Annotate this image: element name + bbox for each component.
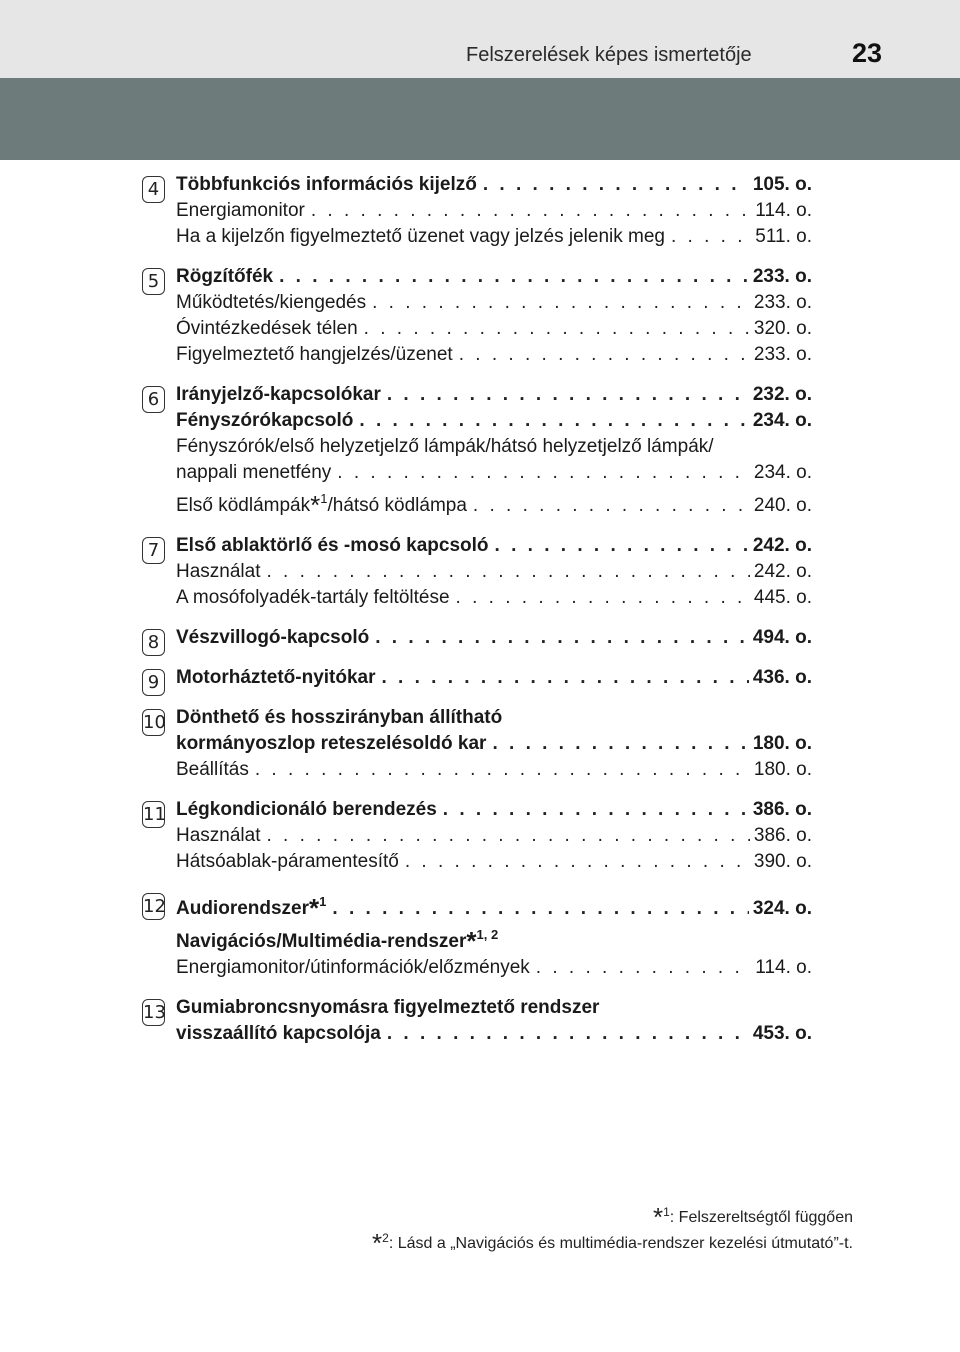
toc-entry-row	[176, 1021, 812, 1047]
toc-entry-row	[176, 823, 812, 849]
toc-entry-row	[176, 264, 812, 290]
toc-entry-main[interactable]	[176, 533, 812, 559]
toc-entry-label: Fényszórókapcsoló	[176, 410, 354, 431]
page-reference: 114. o.	[755, 957, 812, 978]
toc-entry-label: Hátsóablak-páramentesítő	[176, 851, 399, 872]
toc-entry-row	[176, 797, 812, 823]
footnote-star: *	[652, 1202, 664, 1232]
leader-dots	[267, 823, 750, 849]
page-reference: 386. o.	[753, 825, 812, 846]
page-reference: 240. o.	[753, 495, 812, 516]
toc-entry-row	[176, 408, 812, 434]
toc-group	[0, 625, 960, 651]
toc-entry-line: Gumiabroncsnyomásra figyelmeztető rendszer	[176, 997, 600, 1018]
leader-dots	[279, 264, 749, 290]
footnote-marker: 1	[320, 491, 328, 506]
leader-dots	[443, 797, 749, 823]
leader-dots	[255, 757, 750, 783]
toc-entry-sub[interactable]	[176, 486, 812, 519]
toc-entry-sub[interactable]	[176, 434, 812, 486]
page-reference: 511. o.	[755, 226, 812, 247]
toc-entry-label: Többfunkciós információs kijelző	[176, 174, 477, 195]
footnote-marker: 1, 2	[476, 927, 499, 942]
toc-entry-label: Irányjelző-kapcsolókar	[176, 384, 381, 405]
toc-entry-label: Figyelmeztető hangjelzés/üzenet	[176, 344, 453, 365]
toc-entry-sub[interactable]	[176, 316, 812, 342]
toc-group	[0, 889, 960, 981]
toc-entry-row	[176, 382, 812, 408]
page-reference: 105. o.	[752, 174, 812, 195]
toc-group	[0, 705, 960, 783]
leader-dots	[382, 665, 749, 691]
leader-dots	[536, 955, 752, 981]
toc-entry-label: Vészvillogó-kapcsoló	[176, 627, 370, 648]
footnote-star: *	[372, 1228, 383, 1258]
toc-entry-row	[176, 625, 812, 651]
item-number-badge: 4	[142, 176, 165, 203]
toc-entry-sub[interactable]	[176, 342, 812, 368]
toc-entry-main[interactable]	[176, 797, 812, 823]
footnote-line: *$^1$: Felszereltségtől függően	[652, 1202, 853, 1232]
page-reference: 324. o.	[752, 898, 812, 919]
page-number: 23	[852, 38, 883, 68]
toc-entry-main[interactable]	[176, 625, 812, 651]
toc-entry-label: Légkondicionáló berendezés	[176, 799, 437, 820]
toc-group	[0, 382, 960, 519]
toc-entry-row	[176, 533, 812, 559]
leader-dots	[311, 198, 751, 224]
toc-entry-row	[176, 316, 812, 342]
item-number-badge: 7	[142, 537, 165, 564]
toc-entry-row	[176, 486, 812, 519]
toc-entry-sub[interactable]	[176, 849, 812, 875]
toc-entry-row	[176, 922, 812, 955]
item-number-badge: 10	[142, 709, 165, 736]
toc-entry-label: nappali menetfény	[176, 462, 332, 483]
item-number-badge: 6	[142, 386, 165, 413]
toc-entry-row	[176, 198, 812, 224]
toc-entry-main[interactable]	[176, 382, 812, 408]
page-reference: 180. o.	[752, 733, 812, 754]
toc-entry-main[interactable]	[176, 172, 812, 198]
leader-dots	[671, 224, 751, 250]
leader-dots	[364, 316, 750, 342]
toc-entry-row	[176, 849, 812, 875]
toc-entry-sub[interactable]	[176, 224, 812, 250]
toc-entry-row	[176, 585, 812, 611]
page-reference: 232. o.	[752, 384, 812, 405]
toc-group	[0, 797, 960, 875]
page-reference: 114. o.	[755, 200, 812, 221]
page-reference: 320. o.	[753, 318, 812, 339]
leader-dots	[495, 533, 749, 559]
page-reference: 233. o.	[752, 266, 812, 287]
toc-entry-row	[176, 290, 812, 316]
footnote-marker: 2	[382, 1231, 389, 1245]
toc-entry-main[interactable]	[176, 665, 812, 691]
header-dark-band	[0, 78, 960, 160]
toc-list	[0, 172, 960, 1061]
toc-entry-label: Óvintézkedések télen	[176, 318, 358, 339]
footnote-marker: 1	[663, 1205, 670, 1219]
toc-entry-row	[176, 955, 812, 981]
leader-dots	[492, 731, 748, 757]
toc-entry-label: A mosófolyadék-tartály feltöltése	[176, 587, 450, 608]
toc-entry-label: visszaállító kapcsolója	[176, 1023, 381, 1044]
leader-dots	[459, 342, 750, 368]
toc-entry-line: Dönthető és hosszirányban állítható	[176, 707, 503, 728]
footnotes	[372, 1202, 853, 1258]
leader-dots	[332, 896, 748, 922]
toc-entry-row	[176, 224, 812, 250]
page-reference: 180. o.	[753, 759, 812, 780]
toc-entry-label: Beállítás	[176, 759, 249, 780]
toc-entry-sub[interactable]	[176, 955, 812, 981]
footnote-star: *	[309, 893, 320, 923]
page-reference: 234. o.	[752, 410, 812, 431]
toc-entry-label: Energiamonitor	[176, 200, 305, 221]
footnote-line: *$^2$: Lásd a „Navigációs és multimédia-rendszer kezelési útmutató”-t.	[372, 1228, 853, 1258]
item-number-badge: 8	[142, 629, 165, 656]
toc-entry-row	[176, 889, 812, 922]
item-number-badge: 5	[142, 268, 165, 295]
toc-entry-label: Navigációs/Multimédia-rendszer*$^{1, 2}$	[176, 926, 499, 956]
toc-entry-sub[interactable]	[176, 585, 812, 611]
leader-dots	[456, 585, 750, 611]
leader-dots	[387, 382, 749, 408]
toc-entry-label: Használat	[176, 561, 261, 582]
page-reference: 386. o.	[752, 799, 812, 820]
page-reference: 234. o.	[753, 462, 812, 483]
toc-entry-row	[176, 757, 812, 783]
toc-entry-main[interactable]	[176, 705, 812, 757]
toc-entry-label: Első ablaktörlő és -mosó kapcsoló	[176, 535, 489, 556]
toc-entry-label: Motorháztető-nyitókar	[176, 667, 376, 688]
toc-entry-row	[176, 342, 812, 368]
page-reference: 390. o.	[753, 851, 812, 872]
page-reference: 436. o.	[752, 667, 812, 688]
toc-entry-label: Energiamonitor/útinformációk/előzmények	[176, 957, 530, 978]
leader-dots	[375, 625, 749, 651]
footnote-marker: 1	[319, 894, 327, 909]
toc-entry-row	[176, 731, 812, 757]
page-reference: 242. o.	[752, 535, 812, 556]
leader-dots	[267, 559, 750, 585]
toc-entry-row	[176, 172, 812, 198]
leader-dots	[337, 460, 750, 486]
toc-entry-row	[176, 460, 812, 486]
toc-group	[0, 665, 960, 691]
toc-entry-label: Használat	[176, 825, 261, 846]
toc-entry-main[interactable]	[176, 995, 812, 1047]
leader-dots	[387, 1021, 749, 1047]
toc-entry-main[interactable]	[176, 264, 812, 290]
page-reference: 233. o.	[753, 292, 812, 313]
toc-entry-label: Audiorendszer*$^1$	[176, 893, 327, 923]
toc-group	[0, 172, 960, 250]
toc-entry-sub[interactable]	[176, 290, 812, 316]
leader-dots	[473, 493, 750, 519]
toc-entry-main[interactable]	[176, 408, 812, 434]
toc-group	[0, 995, 960, 1047]
leader-dots	[372, 290, 750, 316]
toc-entry-main[interactable]	[176, 889, 812, 922]
item-number-badge: 12	[142, 893, 165, 920]
footnote-star: *	[310, 490, 321, 520]
toc-entry-sub[interactable]	[176, 757, 812, 783]
toc-entry-sub[interactable]	[176, 198, 812, 224]
footnote-star: *	[466, 926, 477, 956]
toc-entry-sub[interactable]	[176, 559, 812, 585]
page-reference: 445. o.	[753, 587, 812, 608]
toc-entry-line: Fényszórók/első helyzetjelző lámpák/hátsó helyzetjelző lámpák/	[176, 436, 714, 457]
toc-entry-label: Ha a kijelzőn figyelmeztető üzenet vagy jelzés jelenik meg	[176, 226, 665, 247]
section-title: Felszerelések képes ismertetője	[466, 44, 752, 66]
page-reference: 494. o.	[752, 627, 812, 648]
page-reference: 453. o.	[752, 1023, 812, 1044]
toc-entry-row	[176, 665, 812, 691]
leader-dots	[359, 408, 748, 434]
toc-entry-label: kormányoszlop reteszelésoldó kar	[176, 733, 487, 754]
item-number-badge: 11	[142, 801, 165, 828]
toc-entry-row	[176, 559, 812, 585]
toc-group	[0, 533, 960, 611]
toc-entry-label: Működtetés/kiengedés	[176, 292, 367, 313]
page-reference: 242. o.	[753, 561, 812, 582]
toc-entry-main[interactable]	[176, 922, 812, 955]
toc-entry-label: Első ködlámpák*$^1$/hátsó ködlámpa	[176, 490, 467, 520]
toc-group	[0, 264, 960, 368]
page-reference: 233. o.	[753, 344, 812, 365]
toc-entry-label: Rögzítőfék	[176, 266, 274, 287]
item-number-badge: 9	[142, 669, 165, 696]
leader-dots	[405, 849, 750, 875]
toc-entry-sub[interactable]	[176, 823, 812, 849]
leader-dots	[483, 172, 749, 198]
item-number-badge: 13	[142, 999, 165, 1026]
